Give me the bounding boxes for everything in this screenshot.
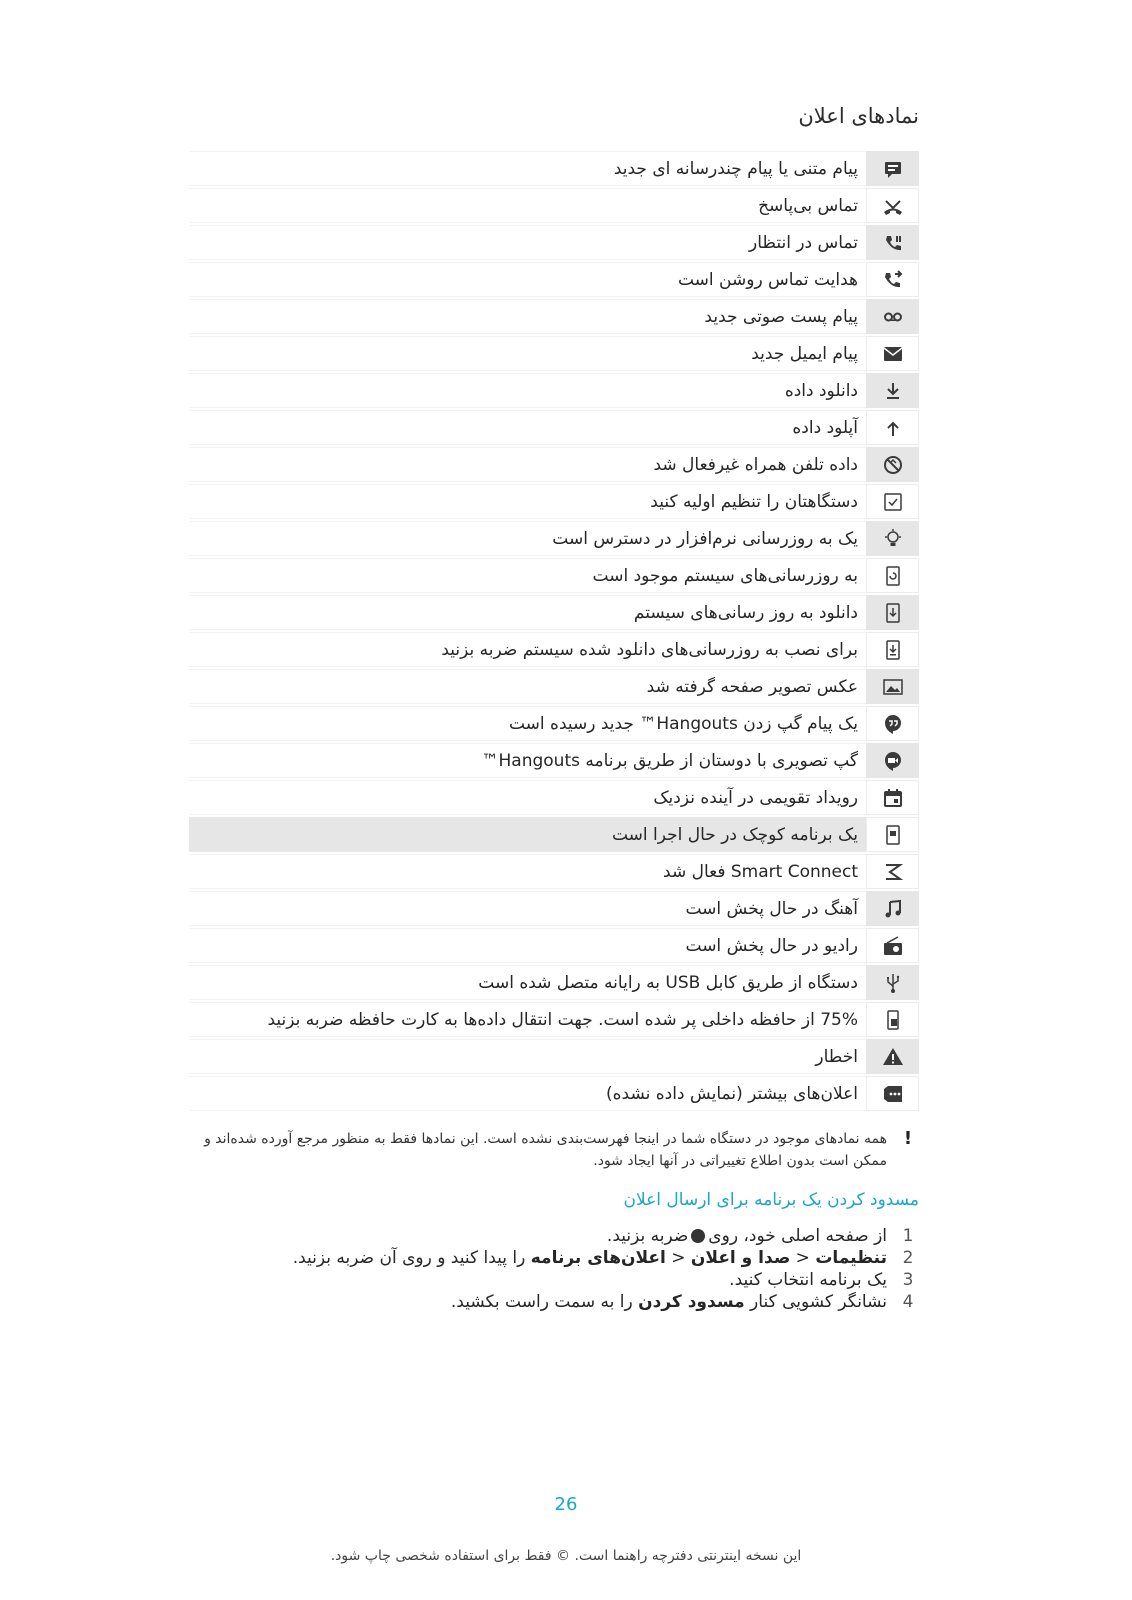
call-forward-icon xyxy=(866,262,919,297)
step-item xyxy=(189,1225,919,1247)
icon-table-row xyxy=(189,854,919,889)
icon-table-row xyxy=(189,743,919,778)
mobile-data-off-icon xyxy=(866,447,919,482)
icon-table-row xyxy=(189,447,919,482)
smart-connect-icon xyxy=(866,854,919,889)
voicemail-icon xyxy=(866,299,919,334)
message-icon xyxy=(866,151,919,186)
icon-description: دانلود داده xyxy=(189,373,866,408)
icon-description: گپ تصویری با دوستان از طریق برنامه Hangouts™ xyxy=(189,743,866,778)
footer-note: این نسخه اینترنتی دفترچه راهنما است. © فقط برای استفاده شخصی چاپ شود. xyxy=(330,1548,802,1564)
radio-icon xyxy=(866,928,919,963)
icon-description: آهنگ در حال پخش است xyxy=(189,891,866,926)
storage-icon xyxy=(866,1002,919,1037)
icon-description: دستگاه از طریق کابل USB به رایانه متصل شده است xyxy=(189,965,866,1000)
step-text-part: را پیدا کنید و روی آن ضربه بزنید. xyxy=(292,1248,531,1268)
upload-icon xyxy=(866,410,919,445)
step-number: 4 xyxy=(902,1292,914,1312)
icon-table-row xyxy=(189,151,919,186)
icon-table-row xyxy=(189,595,919,630)
icon-description: پیام پست صوتی جدید xyxy=(189,299,866,334)
icon-table-row xyxy=(189,299,919,334)
calendar-icon xyxy=(866,780,919,815)
step-bold-term: صدا و اعلان xyxy=(690,1248,791,1268)
step-number: 3 xyxy=(902,1270,914,1290)
icon-description: هدایت تماس روشن است xyxy=(189,262,866,297)
icon-description: اخطار xyxy=(189,1039,866,1074)
system-download-icon xyxy=(866,595,919,630)
icon-table-row xyxy=(189,706,919,741)
steps-list xyxy=(189,1225,919,1313)
step-text-part: < xyxy=(790,1248,816,1268)
more-notifications-icon xyxy=(866,1076,919,1111)
note-mark-icon: ! xyxy=(903,1128,913,1149)
icon-description: پیام ایمیل جدید xyxy=(189,336,866,371)
missed-call-icon xyxy=(866,188,919,223)
note-text: همه نمادهای موجود در دستگاه شما در اینجا فهرست‌بندی نشده است. این نمادها فقط به منظور مرجع آورده شده‌اند و ممکن است بدون اطلاع تغییراتی در آنها ایجاد شود. xyxy=(204,1131,887,1169)
step-text xyxy=(189,1269,897,1291)
step-text-part: را به سمت راست بکشید. xyxy=(450,1292,639,1312)
warning-icon xyxy=(866,1039,919,1074)
icon-description: دستگاهتان را تنظیم اولیه کنید xyxy=(189,484,866,519)
apps-grid-icon xyxy=(691,1229,705,1243)
note-box xyxy=(189,1128,919,1172)
icon-table-row xyxy=(189,1002,919,1037)
icon-table-row xyxy=(189,373,919,408)
hangouts-icon xyxy=(866,706,919,741)
icon-table-row xyxy=(189,336,919,371)
icon-table-row xyxy=(189,410,919,445)
lightbulb-icon xyxy=(866,521,919,556)
icon-table-row xyxy=(189,632,919,667)
icon-table-row xyxy=(189,262,919,297)
icon-description: برای نصب به روزرسانی‌های دانلود شده سیستم ضربه بزنید xyxy=(189,632,866,667)
music-note-icon xyxy=(866,891,919,926)
icon-table-row xyxy=(189,484,919,519)
icon-table-row xyxy=(189,225,919,260)
icon-description: رادیو در حال پخش است xyxy=(189,928,866,963)
step-bold-term: اعلان‌های برنامه xyxy=(530,1248,666,1268)
icon-table-row xyxy=(189,928,919,963)
icon-table-row xyxy=(189,965,919,1000)
icon-table-row xyxy=(189,1039,919,1074)
icon-description: تماس بی‌پاسخ xyxy=(189,188,866,223)
icon-description: رویداد تقویمی در آینده نزدیک xyxy=(189,780,866,815)
step-item xyxy=(189,1247,919,1269)
usb-icon xyxy=(866,965,919,1000)
step-number: 1 xyxy=(902,1226,914,1246)
step-text xyxy=(189,1247,897,1269)
step-item xyxy=(189,1291,919,1313)
icon-description: اعلان‌های بیشتر (نمایش داده نشده) xyxy=(189,1076,866,1111)
sub-heading: مسدود کردن یک برنامه برای ارسال اعلان xyxy=(623,1190,919,1210)
step-text xyxy=(189,1225,897,1247)
icon-description: دانلود به روز رسانی‌های سیستم xyxy=(189,595,866,630)
screenshot-icon xyxy=(866,669,919,704)
icon-table-row xyxy=(189,780,919,815)
icon-description: پیام متنی یا پیام چندرسانه ای جدید xyxy=(189,151,866,186)
page-number: 26 xyxy=(554,1494,578,1515)
icon-table-row xyxy=(189,521,919,556)
checkbox-icon xyxy=(866,484,919,519)
step-text-part: < xyxy=(665,1248,691,1268)
icon-table-row xyxy=(189,669,919,704)
small-app-icon xyxy=(866,817,919,852)
system-update-icon xyxy=(866,558,919,593)
icon-table-row xyxy=(189,558,919,593)
step-bold-term: تنظیمات xyxy=(815,1248,887,1268)
call-on-hold-icon xyxy=(866,225,919,260)
install-update-icon xyxy=(866,632,919,667)
hangouts-video-icon xyxy=(866,743,919,778)
icon-table-row xyxy=(189,188,919,223)
notification-icons-table xyxy=(189,151,919,1113)
icon-description: یک برنامه کوچک در حال اجرا است xyxy=(189,817,866,852)
icon-table-row xyxy=(189,1076,919,1111)
step-bold-term: مسدود کردن xyxy=(638,1292,745,1312)
icon-table-row xyxy=(189,891,919,926)
icon-table-row xyxy=(189,817,919,852)
step-text-part: نشانگر کشویی کنار xyxy=(744,1292,887,1312)
icon-description: آپلود داده xyxy=(189,410,866,445)
icon-description: یک به روزرسانی نرم‌افزار در دسترس است xyxy=(189,521,866,556)
icon-description: 75% از حافظه داخلی پر شده است. جهت انتقال داده‌ها به کارت حافظه ضربه بزنید xyxy=(189,1002,866,1037)
step-text-part: یک برنامه انتخاب کنید. xyxy=(729,1270,887,1290)
icon-description: تماس در انتظار xyxy=(189,225,866,260)
step-text-part: از صفحه اصلی خود، روی xyxy=(708,1226,887,1246)
icon-description: عکس تصویر صفحه گرفته شد xyxy=(189,669,866,704)
icon-description: یک پیام گپ زدن Hangouts™ جدید رسیده است xyxy=(189,706,866,741)
icon-description: Smart Connect فعال شد xyxy=(189,854,866,889)
email-icon xyxy=(866,336,919,371)
icon-description: به روزرسانی‌های سیستم موجود است xyxy=(189,558,866,593)
step-number: 2 xyxy=(902,1248,914,1268)
download-icon xyxy=(866,373,919,408)
step-text-part: ضربه بزنید. xyxy=(606,1226,689,1246)
icon-description: داده تلفن همراه غیرفعال شد xyxy=(189,447,866,482)
step-text xyxy=(189,1291,897,1313)
step-item xyxy=(189,1269,919,1291)
section-title: نمادهای اعلان xyxy=(798,104,919,128)
